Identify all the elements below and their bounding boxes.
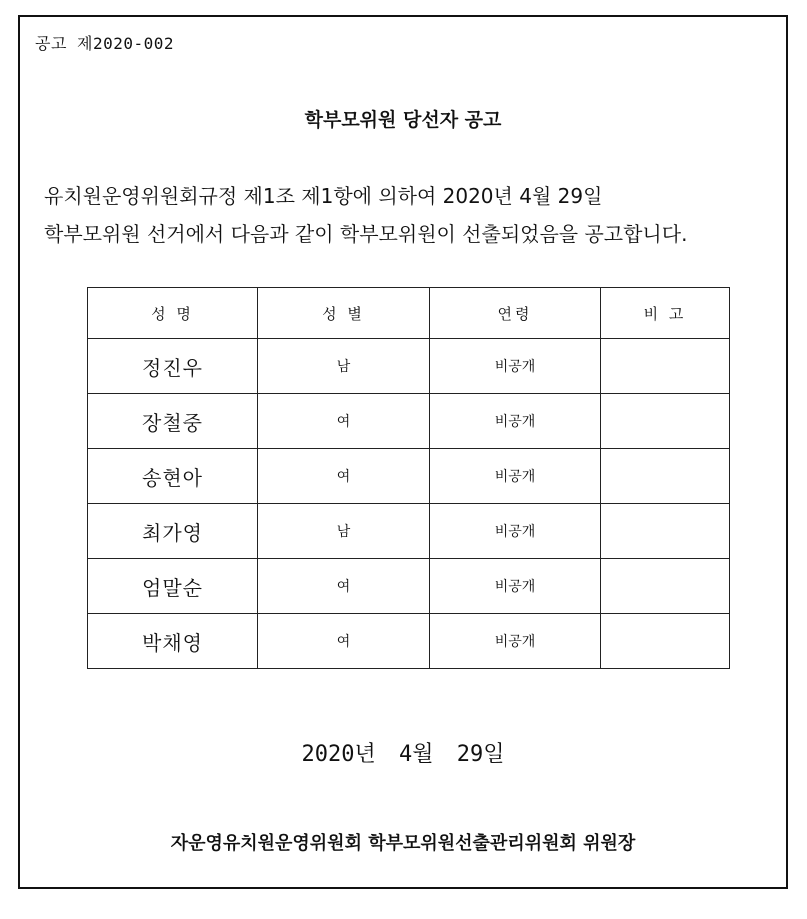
header-gender: 성 별 [258, 288, 430, 339]
table-row [88, 449, 730, 504]
elected-members-table [87, 287, 730, 669]
table-row [88, 559, 730, 614]
member-name: 장철중 [88, 394, 258, 449]
header-age: 연령 [430, 288, 601, 339]
header-note: 비 고 [601, 288, 730, 339]
document-frame [18, 15, 788, 889]
member-gender: 남 [258, 504, 430, 559]
member-note [601, 449, 730, 504]
document-title: 학부모위원 당선자 공고 [304, 109, 502, 131]
notice-body-line: 학부모위원 선거에서 다음과 같이 학부모위원이 선출되었음을 공고합니다. [44, 222, 688, 246]
member-age: 비공개 [430, 449, 601, 504]
committee-signature: 자운영유치원운영위원회 학부모위원선출관리위원회 위원장 [170, 833, 636, 854]
member-gender: 남 [258, 339, 430, 394]
notice-body [44, 177, 687, 253]
member-gender: 여 [258, 614, 430, 669]
member-note [601, 614, 730, 669]
member-age: 비공개 [430, 394, 601, 449]
member-name: 송현아 [88, 449, 258, 504]
member-note [601, 339, 730, 394]
table-header-row [88, 288, 730, 339]
member-age: 비공개 [430, 614, 601, 669]
announcement-date: 2020년 4월 29일 [301, 742, 505, 767]
table-row [88, 394, 730, 449]
notice-number: 공고 제2020-002 [35, 34, 175, 53]
member-name: 정진우 [88, 339, 258, 394]
member-gender: 여 [258, 449, 430, 504]
member-note [601, 504, 730, 559]
table-row [88, 614, 730, 669]
member-gender: 여 [258, 394, 430, 449]
member-note [601, 394, 730, 449]
member-name: 박채영 [88, 614, 258, 669]
member-age: 비공개 [430, 559, 601, 614]
member-note [601, 559, 730, 614]
member-name: 엄말순 [88, 559, 258, 614]
member-age: 비공개 [430, 504, 601, 559]
header-name: 성 명 [88, 288, 258, 339]
table-row [88, 504, 730, 559]
member-age: 비공개 [430, 339, 601, 394]
member-name: 최가영 [88, 504, 258, 559]
notice-body-line: 유치원운영위원회규정 제1조 제1항에 의하여 2020년 4월 29일 [44, 184, 603, 208]
table-row [88, 339, 730, 394]
member-gender: 여 [258, 559, 430, 614]
